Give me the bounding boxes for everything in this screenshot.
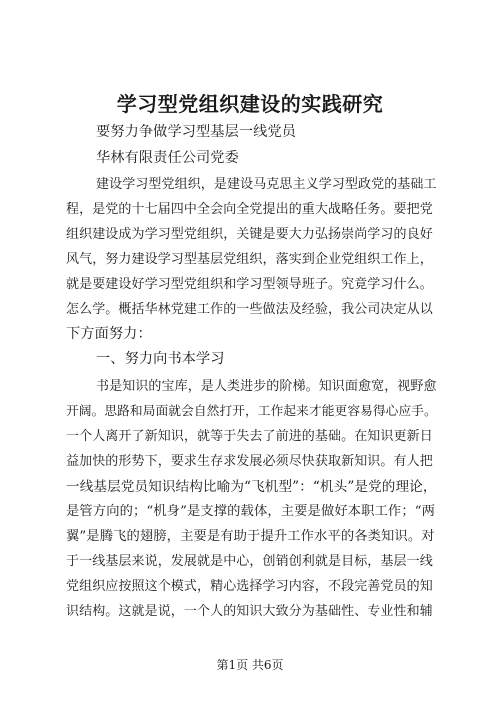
paragraph-line: 是管方向的；“机身”是支撑的载体，主要是做好本职工作；“两 — [66, 504, 436, 519]
paragraph-line: 就是要建设好学习型党组织和学习型领导班子。究竟学习什么。 — [66, 277, 433, 292]
paragraph-line: 识结构。这就是说，一个人的知识大致分为基础性、专业性和辅 — [66, 604, 433, 619]
paragraph-line: 一个人离开了新知识，就等于失去了前进的基础。在知识更新日 — [66, 429, 433, 444]
paragraph-line: 建设学习型党组织，是建设马克思主义学习型政党的基础工 — [96, 177, 437, 192]
author-line: 华林有限责任公司党委 — [96, 150, 239, 166]
paragraph-line: 风气，努力建设学习型基层党组织，落实到企业党组织工作上， — [66, 252, 433, 267]
subtitle: 要努力争做学习型基层一线党员 — [96, 124, 297, 140]
paragraph-line: 益加快的形势下，要求生存求发展必须尽快获取新知识。有人把 — [66, 454, 433, 469]
document-title: 学习型党组织建设的实践研究 — [116, 92, 384, 116]
paragraph-line: 下方面努力： — [66, 326, 152, 342]
paragraph-line: 一线基层党员知识结构比喻为“飞机型”：“机头”是党的理论， — [66, 479, 437, 495]
paragraph-line: 书是知识的宝库，是人类进步的阶梯。知识面愈宽，视野愈 — [96, 379, 437, 394]
paragraph-line: 于一线基层来说，发展就是中心，创销创利就是目标，基层一线 — [66, 554, 433, 569]
paragraph-line: 翼”是腾飞的翅膀，主要是有助于提升工作水平的各类知识。对 — [66, 529, 435, 544]
paragraph-line: 怎么学。概括华林党建工作的一些做法及经验，我公司决定从以 — [66, 302, 433, 317]
paragraph-line: 党组织应按照这个模式，精心选择学习内容，不段完善党员的知 — [66, 579, 433, 594]
paragraph-line: 组织建设成为学习型党组织，关键是要大力弘扬崇尚学习的良好 — [66, 227, 433, 242]
paragraph-line: 程，是党的十七届四中全会向全党提出的重大战略任务。要把党 — [66, 202, 433, 217]
paragraph-line: 开阔。思路和局面就会自然打开，工作起来才能更容易得心应手。 — [66, 403, 437, 418]
page-footer: 第1页 共6页 — [216, 658, 284, 672]
section-heading: 一、努力向书本学习 — [96, 351, 225, 367]
